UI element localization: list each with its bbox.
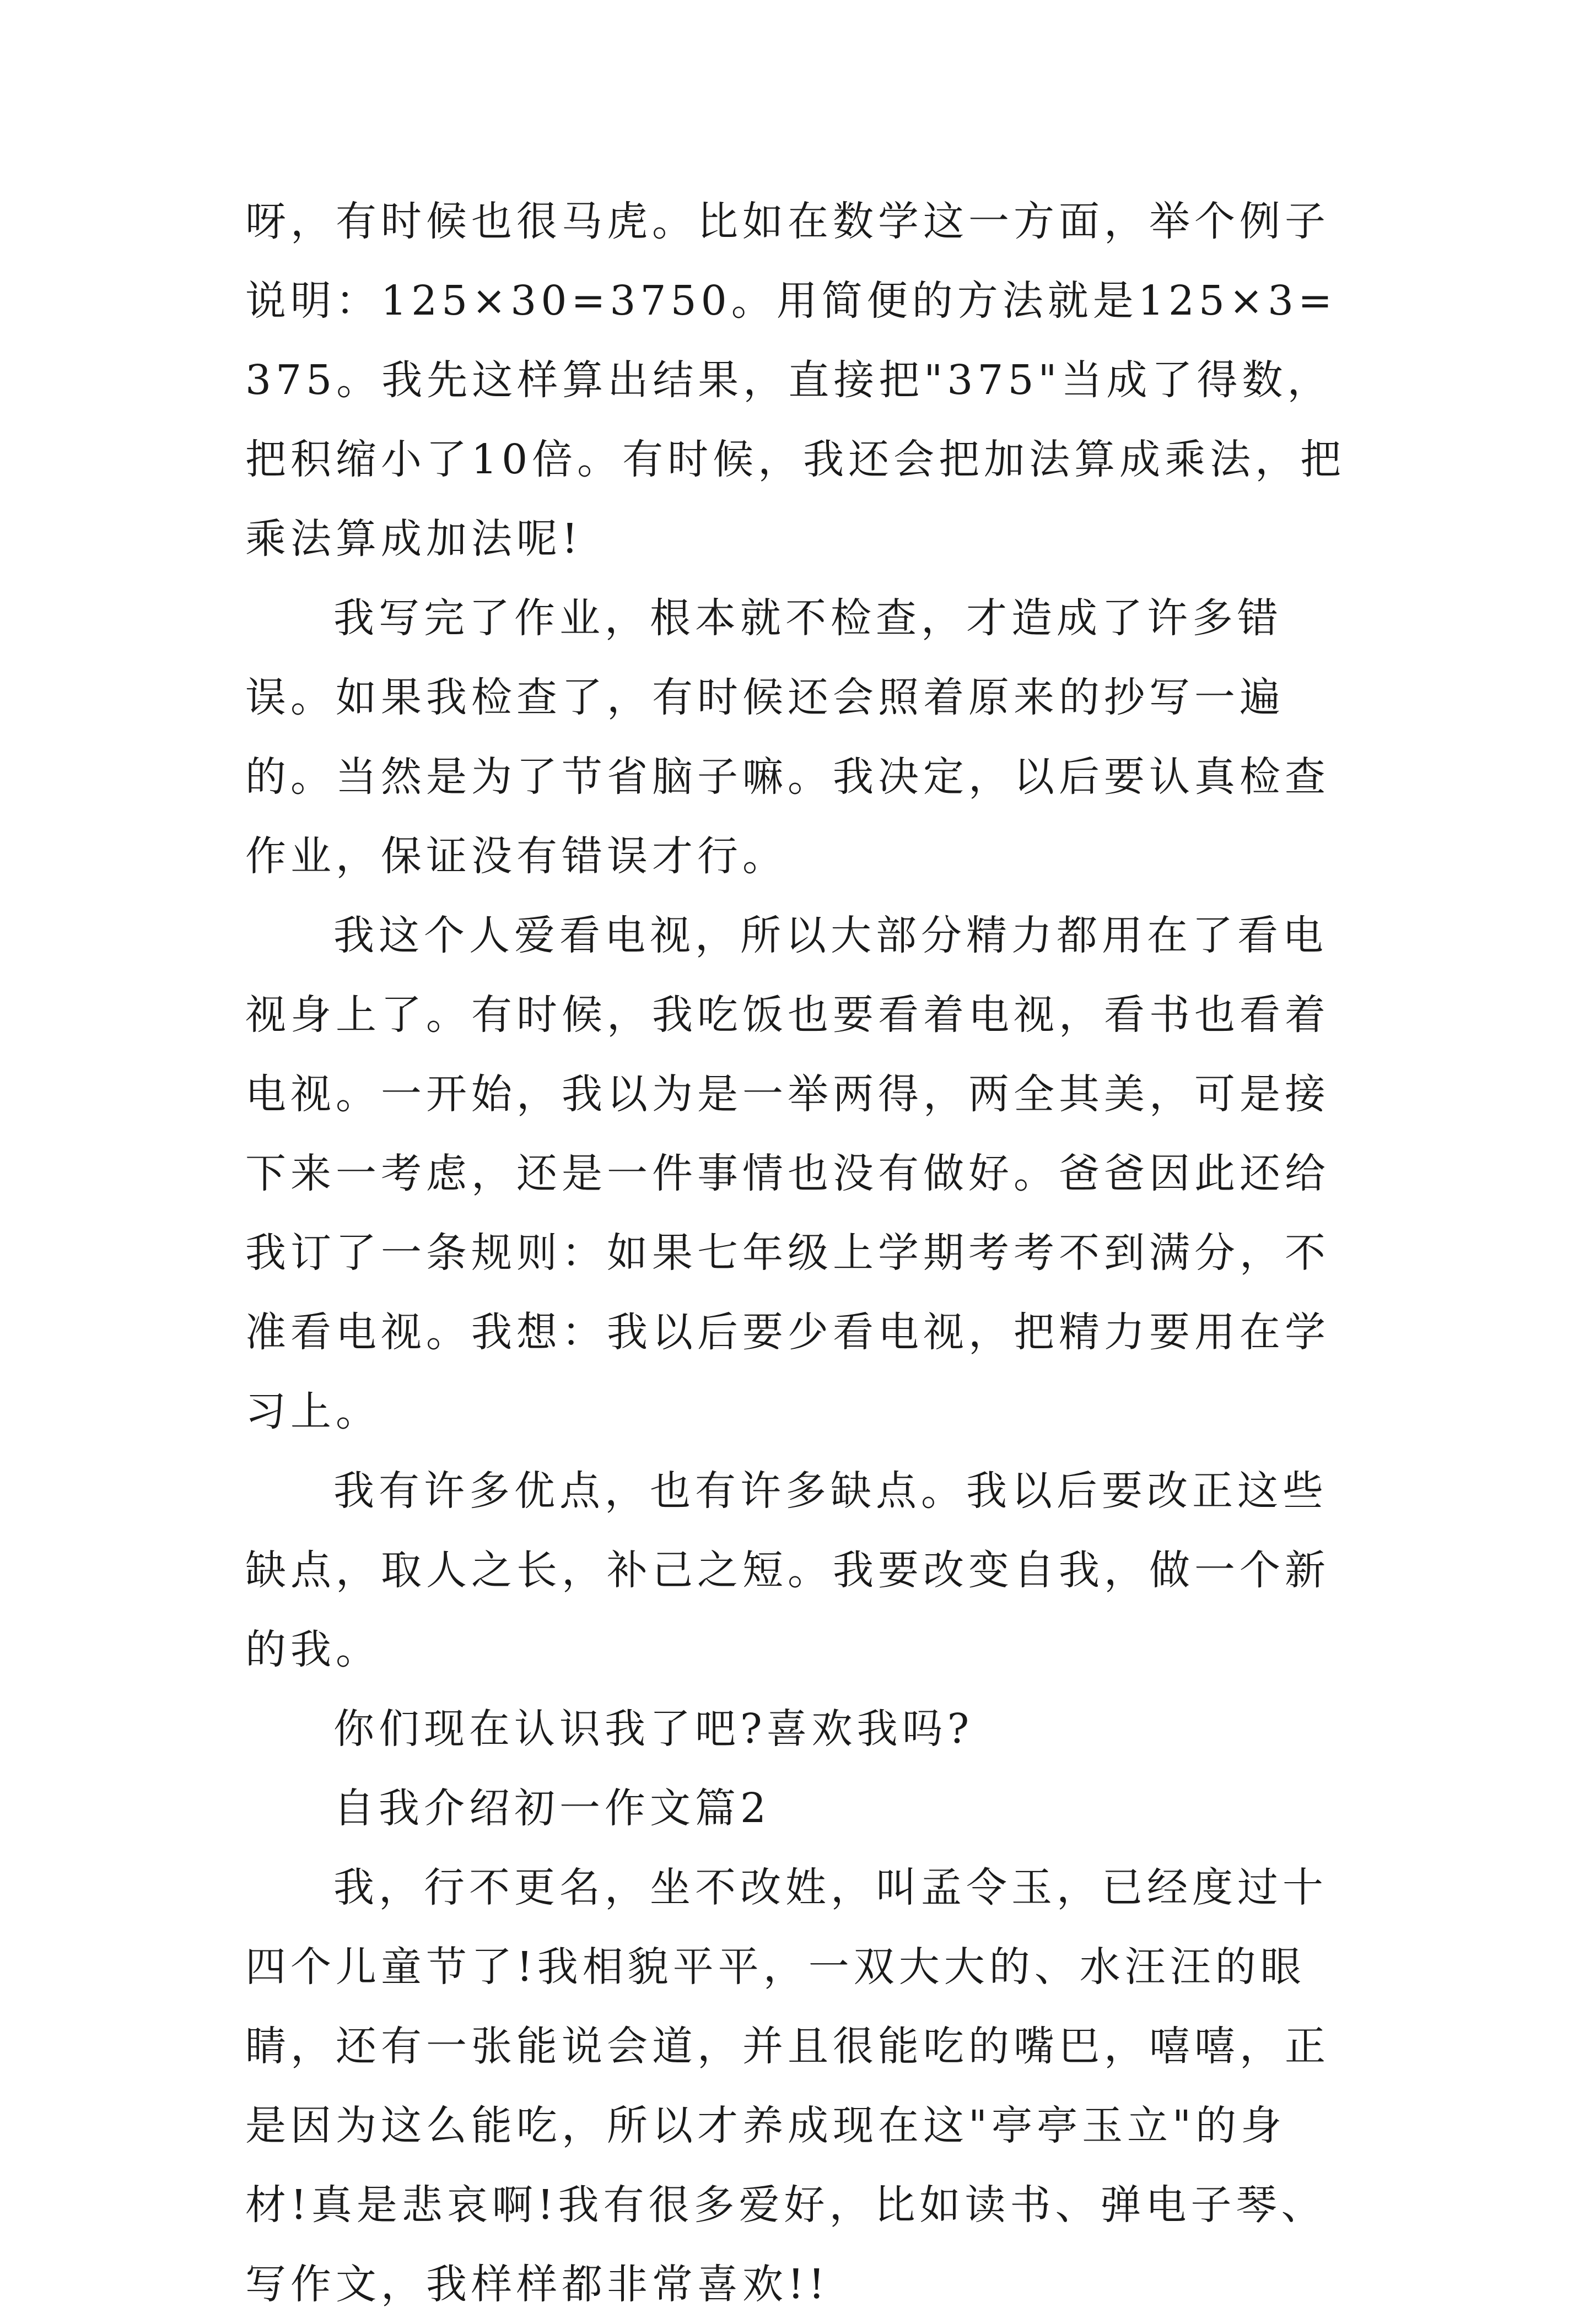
paragraph-introduction: 我，行不更名，坐不改姓，叫孟令玉，已经度过十四个儿童节了!我相貌平平，一双大大的、水汪汪的眼睛，还有一张能说会道，并且很能吃的嘴巴，嘻嘻，正是因为这么能吃，所以才养成现在这"亭亭玉立"的身材!真是悲哀啊!我有很多爱好，比如读书、弹电子琴、写作文，我样样都非常喜欢!! (245, 1864, 1330, 2308)
paragraph-homework: 我写完了作业，根本就不检查，才造成了许多错误。如果我检查了，有时候还会照着原来的抄写一遍的。当然是为了节省脑子嘛。我决定，以后要认真检查作业，保证没有错误才行。 (245, 594, 1330, 880)
paragraph-question: 你们现在认识我了吧?喜欢我吗? (333, 1705, 974, 1753)
paragraph-television: 我这个人爱看电视，所以大部分精力都用在了看电视身上了。有时候，我吃饭也要看着电视，看书也看着电视。一开始，我以为是一举两得，两全其美，可是接下来一考虑，还是一件事情也没有做好。爸爸因此还给我订了一条规则：如果七年级上学期考考不到满分，不准看电视。我想：我以后要少看电视，把精力要用在学习上。 (245, 912, 1330, 1435)
section-heading: 自我介绍初一作文篇2 (333, 1785, 771, 1832)
document-body (245, 182, 1348, 2324)
paragraph-strengths-weaknesses: 我有许多优点，也有许多缺点。我以后要改正这些缺点，取人之长，补己之短。我要改变自我，做一个新的我。 (245, 1467, 1330, 1673)
paragraph-continued: 呀，有时候也很马虎。比如在数学这一方面，举个例子说明：125×30=3750。用简便的方法就是125×3=375。我先这样算出结果，直接把"375"当成了得数，把积缩小了10倍。有时候，我还会把加法算成乘法，把乘法算成加法呢! (245, 198, 1346, 563)
